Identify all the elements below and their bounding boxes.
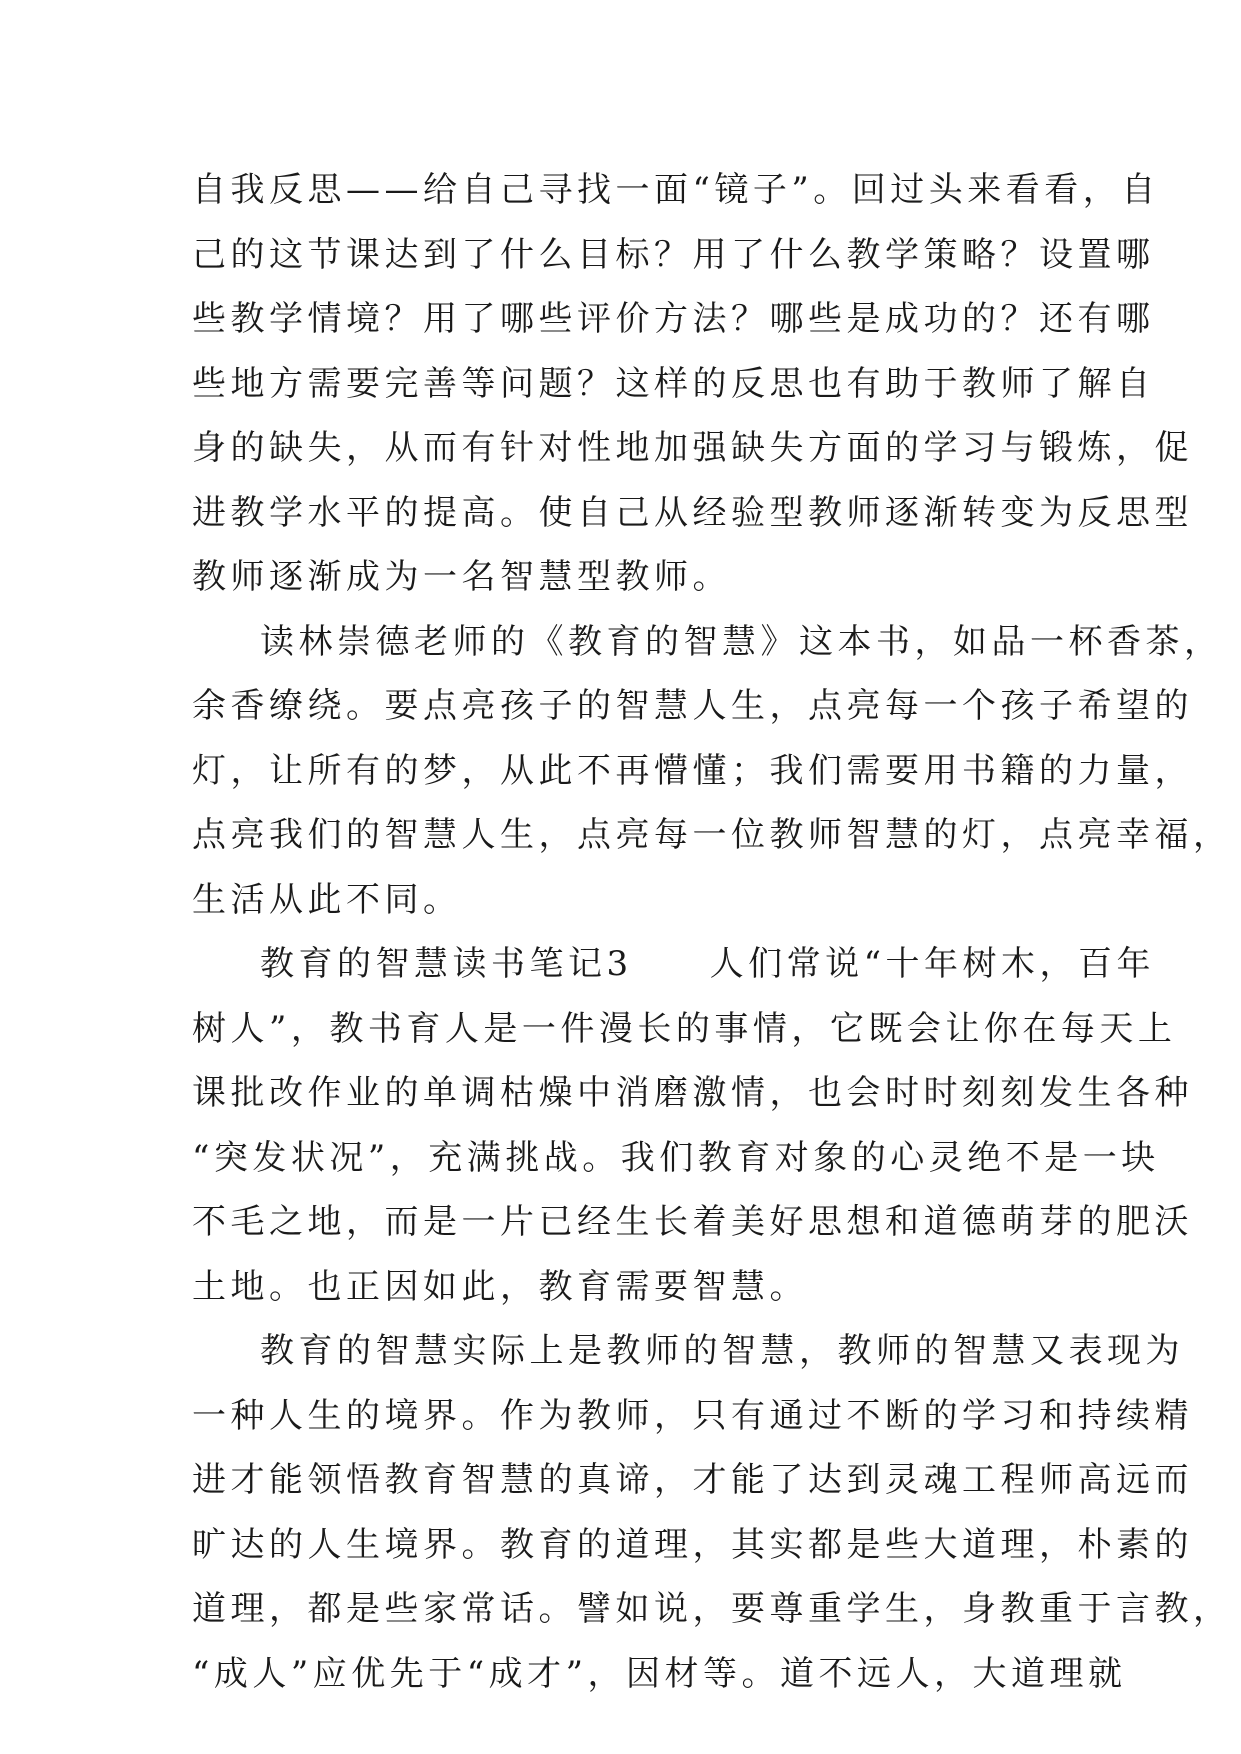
text-line: 己的这节课达到了什么目标？用了什么教学策略？设置哪: [192, 234, 1155, 275]
text-line: 进教学水平的提高。使自己从经验型教师逐渐转变为反思型: [192, 492, 1193, 533]
text-line: 教育的智慧读书笔记3 人们常说“十年树木，百年: [260, 944, 1156, 984]
text-line: 余香缭绕。要点亮孩子的智慧人生，点亮每一个孩子希望的: [192, 686, 1193, 726]
text-line: 些教学情境？用了哪些评价方法？哪些是成功的？还有哪: [192, 299, 1155, 339]
paragraph: [192, 932, 1193, 1319]
text-line: “成人”应优先于“成才”，因材等。道不远人，大道理就: [192, 1653, 1127, 1694]
text-line: 点亮我们的智慧人生，点亮每一位教师智慧的灯，点亮幸福，: [192, 815, 1232, 855]
text-line: 读林崇德老师的《教育的智慧》这本书，如品一杯香茶，: [260, 621, 1223, 662]
text-line: 课批改作业的单调枯燥中消磨激情，也会时时刻刻发生各种: [192, 1073, 1193, 1113]
text-line: 教育的智慧实际上是教师的智慧，教师的智慧又表现为: [260, 1331, 1184, 1371]
text-line: 灯，让所有的梦，从此不再懵懂；我们需要用书籍的力量，: [192, 750, 1193, 791]
text-line: 生活从此不同。: [192, 879, 462, 920]
text-line: 自我反思——给自己寻找一面“镜子”。回过头来看看，自: [192, 170, 1160, 210]
text-line: 一种人生的境界。作为教师，只有通过不断的学习和持续精: [192, 1395, 1193, 1436]
paragraph: [192, 1319, 1232, 1706]
document-body: [192, 158, 1232, 1706]
text-line: 不毛之地，而是一片已经生长着美好思想和道德萌芽的肥沃: [192, 1202, 1193, 1242]
text-line: 身的缺失，从而有针对性地加强缺失方面的学习与锻炼，促: [192, 428, 1193, 468]
text-line: 教师逐渐成为一名智慧型教师。: [192, 557, 731, 597]
paragraph: [192, 610, 1232, 933]
paragraph: [192, 158, 1193, 610]
text-line: 旷达的人生境界。教育的道理，其实都是些大道理，朴素的: [192, 1524, 1193, 1565]
text-line: 土地。也正因如此，教育需要智慧。: [192, 1266, 808, 1307]
text-line: 些地方需要完善等问题？这样的反思也有助于教师了解自: [192, 363, 1155, 404]
text-line: 进才能领悟教育智慧的真谛，才能了达到灵魂工程师高远而: [192, 1460, 1193, 1500]
text-line: 道理，都是些家常话。譬如说，要尊重学生，身教重于言教，: [192, 1589, 1232, 1629]
text-line: “突发状况”，充满挑战。我们教育对象的心灵绝不是一块: [192, 1137, 1160, 1178]
text-line: 树人”，教书育人是一件漫长的事情，它既会让你在每天上: [192, 1008, 1177, 1049]
